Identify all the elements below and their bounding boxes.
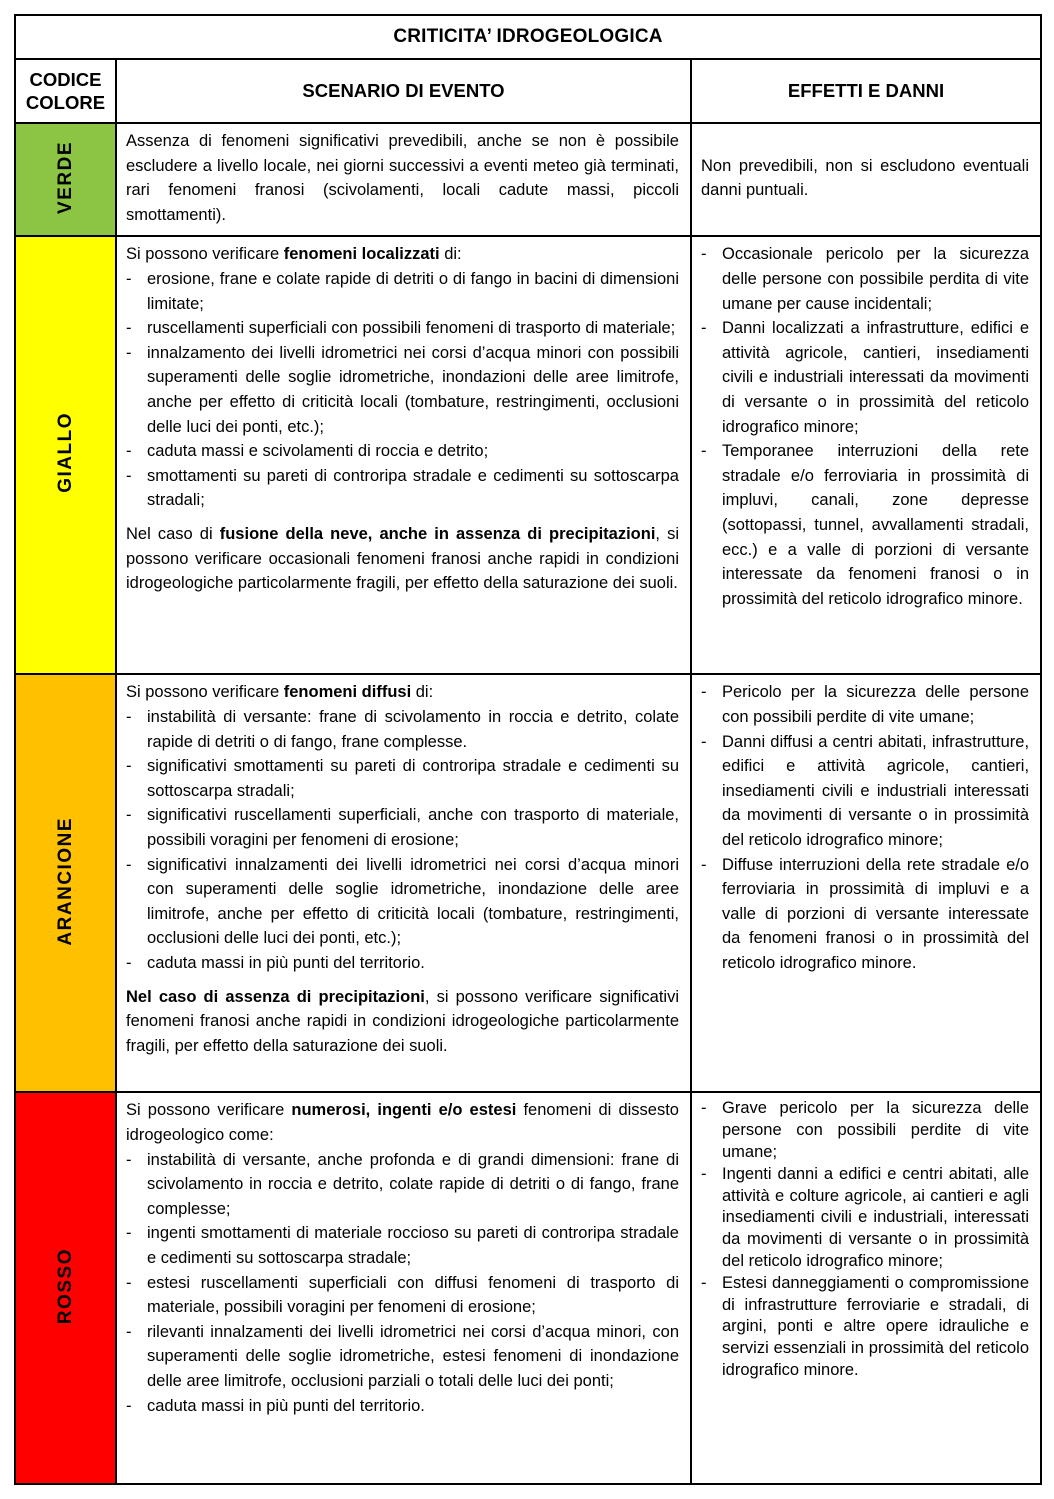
- row-verde: [15, 123, 1041, 236]
- bullet-item: [126, 439, 679, 464]
- bullet-text: Pericolo per la sicurezza delle persone con possibili perdite di vite umane;: [722, 683, 1030, 726]
- row-rosso: [15, 1092, 1041, 1484]
- dash-marker: -: [126, 1396, 132, 1415]
- dash-marker: -: [126, 269, 132, 288]
- bullet-item: [126, 951, 679, 976]
- bullet-item: [126, 1320, 679, 1394]
- bullet-item: [126, 464, 679, 513]
- bullet-item: [701, 439, 1029, 611]
- bullet-item: [701, 1098, 1029, 1163]
- paragraph: Si possono verificare fenomeni localizzati di:: [126, 245, 462, 264]
- dash-marker: -: [126, 319, 132, 338]
- bullet-item: [701, 242, 1029, 316]
- dash-marker: -: [701, 683, 707, 702]
- bullet-text: Grave pericolo per la sicurezza delle persone con possibili perdite di vite umane;: [722, 1099, 1030, 1161]
- bullet-item: [126, 803, 679, 852]
- bullet-text: innalzamento dei livelli idrometrici nei corsi d’acqua minori con possibili superamenti delle soglie idrometriche, inondazioni delle aree limitrofe, anche per effetto di criticità locali (tombature, restringimenti, occlusioni delle luci dei ponti, etc.);: [147, 343, 679, 436]
- bullet-item: [701, 730, 1029, 853]
- color-code-cell-verde: [15, 123, 116, 236]
- bullet-text: Diffuse interruzioni della rete stradale e/o ferroviaria in prossimità di impluvi e a valle di porzioni di versante interessate da fenomeni franosi o in prossimità del reticolo idrografico minore.: [722, 855, 1030, 972]
- bullet-item: [701, 1273, 1029, 1382]
- bullet-text: instabilità di versante: frane di scivolamento in roccia e detrito, colate rapide di detriti o di fango, frane complesse.: [147, 707, 679, 751]
- column-header-scenario-di-evento: SCENARIO DI EVENTO: [116, 59, 691, 123]
- dash-marker: -: [701, 1273, 707, 1292]
- paragraph: Assenza di fenomeni significativi prevedibili, anche se non è possibile escludere a livello locale, nei giorni successivi a eventi meteo già terminati, rari fenomeni franosi (scivolamenti, locali cadute massi, piccoli smottamenti).: [126, 132, 679, 224]
- dash-marker: -: [126, 806, 132, 825]
- bullet-text: Occasionale pericolo per la sicurezza delle persone con possibile perdita di vite umane per cause incidentali;: [722, 245, 1030, 313]
- bullet-text: estesi ruscellamenti superficiali con diffusi fenomeni di trasporto di materiale, possibili voragini per fenomeni di erosione;: [147, 1273, 679, 1317]
- dash-marker: -: [701, 1099, 707, 1118]
- dash-marker: -: [126, 1150, 132, 1169]
- bullet-item: [126, 1221, 679, 1270]
- bullet-item: [126, 754, 679, 803]
- paragraph: Si possono verificare fenomeni diffusi di:: [126, 683, 434, 702]
- effects-cell-rosso: [691, 1092, 1041, 1484]
- color-code-cell-giallo: [15, 236, 116, 674]
- bullet-text: Danni diffusi a centri abitati, infrastrutture, edifici e attività agricole, cantieri, insediamenti civili e industriali interessati da movimenti di versante o in prossimità del reticolo idrografico minore;: [722, 732, 1030, 849]
- bullet-text: caduta massi in più punti del territorio.: [147, 953, 425, 972]
- paragraph: Non prevedibili, non si escludono eventuali danni puntuali.: [701, 156, 1030, 200]
- dash-marker: -: [701, 319, 707, 338]
- dash-marker: -: [126, 1224, 132, 1243]
- title-row: [15, 15, 1041, 59]
- bullet-text: Danni localizzati a infrastrutture, edifici e attività agricole, cantieri, insediamenti civili e industriali interessati da movimenti di versante o in prossimità del reticolo idrografico minore;: [722, 319, 1030, 436]
- dash-marker: -: [701, 1164, 707, 1183]
- page-title: CRITICITA’ IDROGEOLOGICA: [15, 15, 1041, 59]
- paragraph: Nel caso di fusione della neve, anche in assenza di precipitazioni, si possono verificare occasionali fenomeni franosi anche rapidi in condizioni idrogeologiche particolarmente fragili, per effetto della saturazione dei suoli.: [126, 524, 679, 593]
- bullet-item: [701, 316, 1029, 439]
- dash-marker: -: [701, 442, 707, 461]
- bullet-item: [701, 853, 1029, 976]
- dash-marker: -: [126, 757, 132, 776]
- scenario-cell-arancione: [116, 674, 691, 1092]
- dash-marker: -: [701, 855, 707, 874]
- bullet-item: [126, 1148, 679, 1222]
- row-arancione: [15, 674, 1041, 1092]
- color-code-cell-rosso: [15, 1092, 116, 1484]
- color-code-cell-arancione: [15, 674, 116, 1092]
- color-code-label-rosso: ROSSO: [54, 1247, 76, 1324]
- bullet-item: [126, 316, 679, 341]
- bullet-text: erosione, frane e colate rapide di detriti o di fango in bacini di dimensioni limitate;: [147, 269, 679, 313]
- color-code-label-verde: VERDE: [54, 140, 76, 214]
- color-code-label-giallo: GIALLO: [54, 412, 76, 494]
- bullet-text: Estesi danneggiamenti o compromissione di infrastrutture ferroviarie e stradali, di argini, ponti e altre opere idrauliche e servizi essenziali in prossimità del reticolo idrografico minore.: [722, 1273, 1030, 1379]
- bullet-text: Ingenti danni a edifici e centri abitati, alle attività e colture agricole, ai cantieri e agli insediamenti civili e industriali, interessati da movimenti di versante o in prossimità del reticolo idrografico minore;: [722, 1164, 1030, 1270]
- column-header-row: [15, 59, 1041, 123]
- bullet-item: [126, 705, 679, 754]
- bullet-text: significativi smottamenti su pareti di controripa stradale e cedimenti su sottoscarpa stradali;: [147, 757, 679, 800]
- dash-marker: -: [126, 1322, 132, 1341]
- dash-marker: -: [701, 732, 707, 751]
- dash-marker: -: [126, 343, 132, 362]
- bullet-text: ingenti smottamenti di materiale roccioso su pareti di controripa stradale e cedimenti su sottoscarpa stradale;: [147, 1224, 679, 1267]
- criticita-idrogeologica-table: [14, 14, 1042, 1485]
- bullet-text: significativi ruscellamenti superficiali, anche con trasporto di materiale, possibili voragini per fenomeni di erosione;: [147, 806, 679, 849]
- bullet-item: [701, 680, 1029, 729]
- bullet-text: ruscellamenti superficiali con possibili fenomeni di trasporto di materiale;: [147, 319, 676, 338]
- paragraph: Nel caso di assenza di precipitazioni, si possono verificare significativi fenomeni franosi anche rapidi in condizioni idrogeologiche particolarmente fragili, per effetto della saturazione dei suoli.: [126, 987, 679, 1055]
- bullet-item: [126, 341, 679, 439]
- bullet-text: caduta massi in più punti del territorio.: [147, 1396, 425, 1415]
- dash-marker: -: [126, 953, 132, 972]
- bullet-item: [126, 1394, 679, 1419]
- bullet-text: significativi innalzamenti dei livelli idrometrici nei corsi d’acqua minori con superamenti delle soglie idrometriche, inondazione delle aree limitrofe, anche per effetto di criticità locali (tombature, restringimenti, occlusioni delle luci dei ponti, etc.);: [147, 855, 679, 948]
- column-header-codice-colore: CODICE COLORE: [15, 59, 116, 123]
- effects-cell-arancione: [691, 674, 1041, 1092]
- bullet-text: rilevanti innalzamenti dei livelli idrometrici nei corsi d’acqua minori, con superamenti delle soglie idrometriche, estesi fenomeni di inondazione delle aree limitrofe, occlusioni parziali o totali delle luci dei ponti;: [147, 1322, 679, 1390]
- dash-marker: -: [126, 707, 132, 726]
- row-giallo: [15, 236, 1041, 674]
- column-header-effetti-e-danni: EFFETTI E DANNI: [691, 59, 1041, 123]
- scenario-cell-giallo: [116, 236, 691, 674]
- bullet-text: Temporanee interruzioni della rete stradale e/o ferroviaria in prossimità di impluvi, canali, zone depresse (sottopassi, tunnel, avvallamenti stradali, ecc.) e a valle di porzioni di versante interessate da fenomeni franosi o in prossimità del reticolo idrografico minore.: [722, 442, 1030, 608]
- scenario-cell-verde: [116, 123, 691, 236]
- bullet-text: smottamenti su pareti di controripa stradale e cedimenti su sottoscarpa stradali;: [147, 466, 679, 510]
- bullet-text: caduta massi e scivolamenti di roccia e detrito;: [147, 442, 489, 461]
- bullet-item: [701, 1164, 1029, 1273]
- scenario-cell-rosso: [116, 1092, 691, 1484]
- effects-cell-giallo: [691, 236, 1041, 674]
- dash-marker: -: [126, 855, 132, 874]
- bullet-item: [126, 853, 679, 951]
- bullet-text: instabilità di versante, anche profonda e di grandi dimensioni: frane di scivolamento in roccia e detrito, colate rapide di detriti o di fango, frane complesse;: [147, 1150, 679, 1218]
- dash-marker: -: [126, 466, 132, 485]
- color-code-label-arancione: ARANCIONE: [54, 816, 76, 946]
- dash-marker: -: [701, 245, 707, 264]
- paragraph: Si possono verificare numerosi, ingenti e/o estesi fenomeni di dissesto idrogeologico come:: [126, 1101, 679, 1144]
- dash-marker: -: [126, 1273, 132, 1292]
- effects-cell-verde: [691, 123, 1041, 236]
- bullet-item: [126, 1271, 679, 1320]
- bullet-item: [126, 267, 679, 316]
- dash-marker: -: [126, 442, 132, 461]
